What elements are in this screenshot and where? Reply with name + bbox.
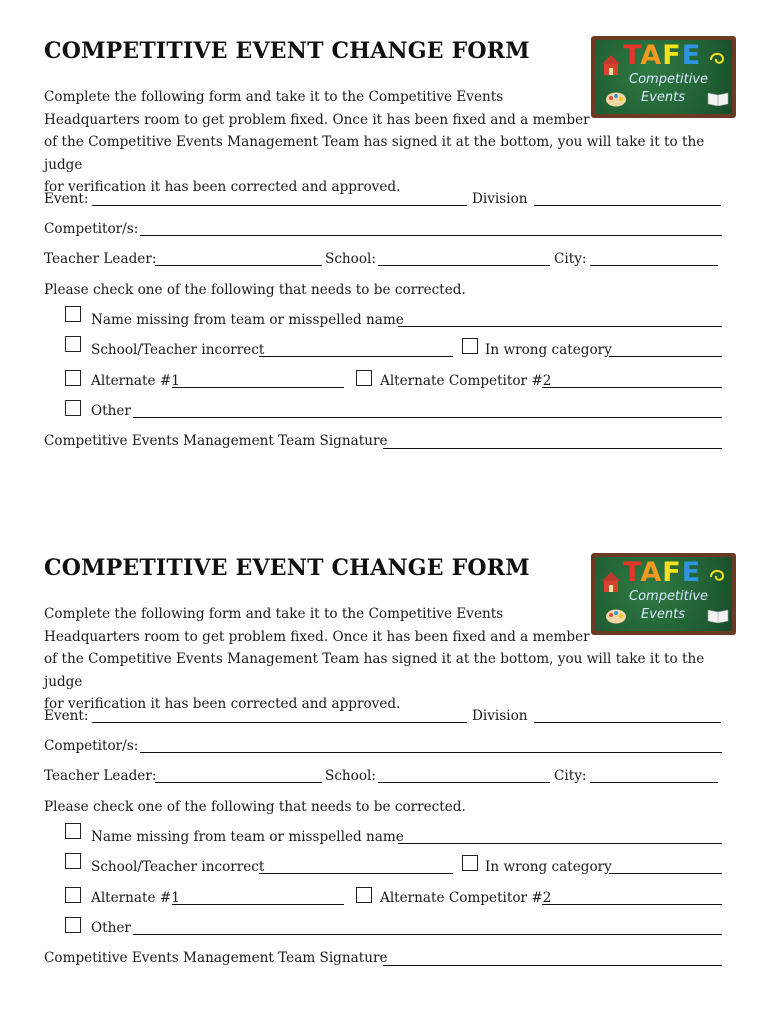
event-label: Event: [44,708,89,724]
other-checkbox[interactable] [65,400,81,416]
teacher-leader-line[interactable] [155,265,322,266]
instructions: Complete the following form and take it to the Competitive Events Headquarters room to get problem fixed. Once it has been fixed and a member of the Competitive Events Management Team has signed it at the bottom, you will take it to the judge for verification it has been corrected and approved. [44,89,705,196]
city-line[interactable] [590,265,718,266]
instructions: Complete the following form and take it to the Competitive Events Headquarters room to get problem fixed. Once it has been fixed and a member of the Competitive Events Management Team has signed it at the bottom, you will take it to the judge for verification it has been corrected and approved. [44,606,705,713]
school-teacher-line[interactable] [259,356,453,357]
alternate1-line[interactable] [172,387,344,388]
alternate2-label: Alternate Competitor #2 [380,890,552,906]
alternate1-line[interactable] [172,904,344,905]
division-label: Division [472,708,528,724]
name-missing-checkbox[interactable] [65,306,81,322]
wrong-category-line[interactable] [609,873,722,874]
signature-line[interactable] [383,448,722,449]
competitors-label: Competitor/s: [44,221,139,237]
teacher-leader-label: Teacher Leader: [44,251,157,267]
form-title: COMPETITIVE EVENT CHANGE FORM [44,38,530,64]
division-line[interactable] [534,205,721,206]
alternate2-line[interactable] [542,904,722,905]
city-line[interactable] [590,782,718,783]
other-line[interactable] [133,934,722,935]
event-line[interactable] [92,205,467,206]
other-checkbox[interactable] [65,917,81,933]
city-label: City: [554,768,587,784]
signature-line[interactable] [383,965,722,966]
logo-tafe-text: TAFE [623,557,702,588]
alternate2-line[interactable] [542,387,722,388]
schoolhouse-icon [601,54,621,76]
form-title: COMPETITIVE EVENT CHANGE FORM [44,555,530,581]
other-line[interactable] [133,417,722,418]
school-label: School: [325,251,376,267]
change-form-2 [0,555,770,1025]
alternate2-checkbox[interactable] [356,370,372,386]
school-line[interactable] [378,265,550,266]
name-missing-line[interactable] [398,326,722,327]
check-prompt: Please check one of the following that needs to be corrected. [44,282,466,298]
signature-label: Competitive Events Management Team Signature [44,433,388,449]
schoolhouse-icon [601,571,621,593]
name-missing-line[interactable] [398,843,722,844]
wrong-category-line[interactable] [609,356,722,357]
alternate1-checkbox[interactable] [65,887,81,903]
swirl-icon [707,565,729,587]
division-line[interactable] [534,722,721,723]
signature-label: Competitive Events Management Team Signature [44,950,388,966]
name-missing-label: Name missing from team or misspelled name [91,829,404,845]
logo-competitive-text: Competitive [629,72,709,87]
wrong-category-checkbox[interactable] [462,855,478,871]
event-label: Event: [44,191,89,207]
wrong-category-label: In wrong category [485,859,612,875]
other-label: Other [91,403,131,419]
school-teacher-line[interactable] [259,873,453,874]
competitors-label: Competitor/s: [44,738,139,754]
alternate2-label: Alternate Competitor #2 [380,373,552,389]
name-missing-label: Name missing from team or misspelled name [91,312,404,328]
teacher-leader-line[interactable] [155,782,322,783]
wrong-category-checkbox[interactable] [462,338,478,354]
alternate1-checkbox[interactable] [65,370,81,386]
school-line[interactable] [378,782,550,783]
logo-events-text: Events [641,90,686,105]
school-teacher-checkbox[interactable] [65,853,81,869]
alternate1-label: Alternate #1 [91,890,180,906]
city-label: City: [554,251,587,267]
event-line[interactable] [92,722,467,723]
check-prompt: Please check one of the following that needs to be corrected. [44,799,466,815]
school-teacher-checkbox[interactable] [65,336,81,352]
other-label: Other [91,920,131,936]
teacher-leader-label: Teacher Leader: [44,768,157,784]
logo-competitive-text: Competitive [629,589,709,604]
competitors-line[interactable] [140,235,722,236]
competitors-line[interactable] [140,752,722,753]
division-label: Division [472,191,528,207]
school-label: School: [325,768,376,784]
alternate1-label: Alternate #1 [91,373,180,389]
swirl-icon [707,48,729,70]
change-form-1 [0,38,770,508]
school-teacher-label: School/Teacher incorrect [91,342,265,358]
name-missing-checkbox[interactable] [65,823,81,839]
school-teacher-label: School/Teacher incorrect [91,859,265,875]
wrong-category-label: In wrong category [485,342,612,358]
alternate2-checkbox[interactable] [356,887,372,903]
logo-events-text: Events [641,607,686,622]
logo-tafe-text: TAFE [623,40,702,71]
